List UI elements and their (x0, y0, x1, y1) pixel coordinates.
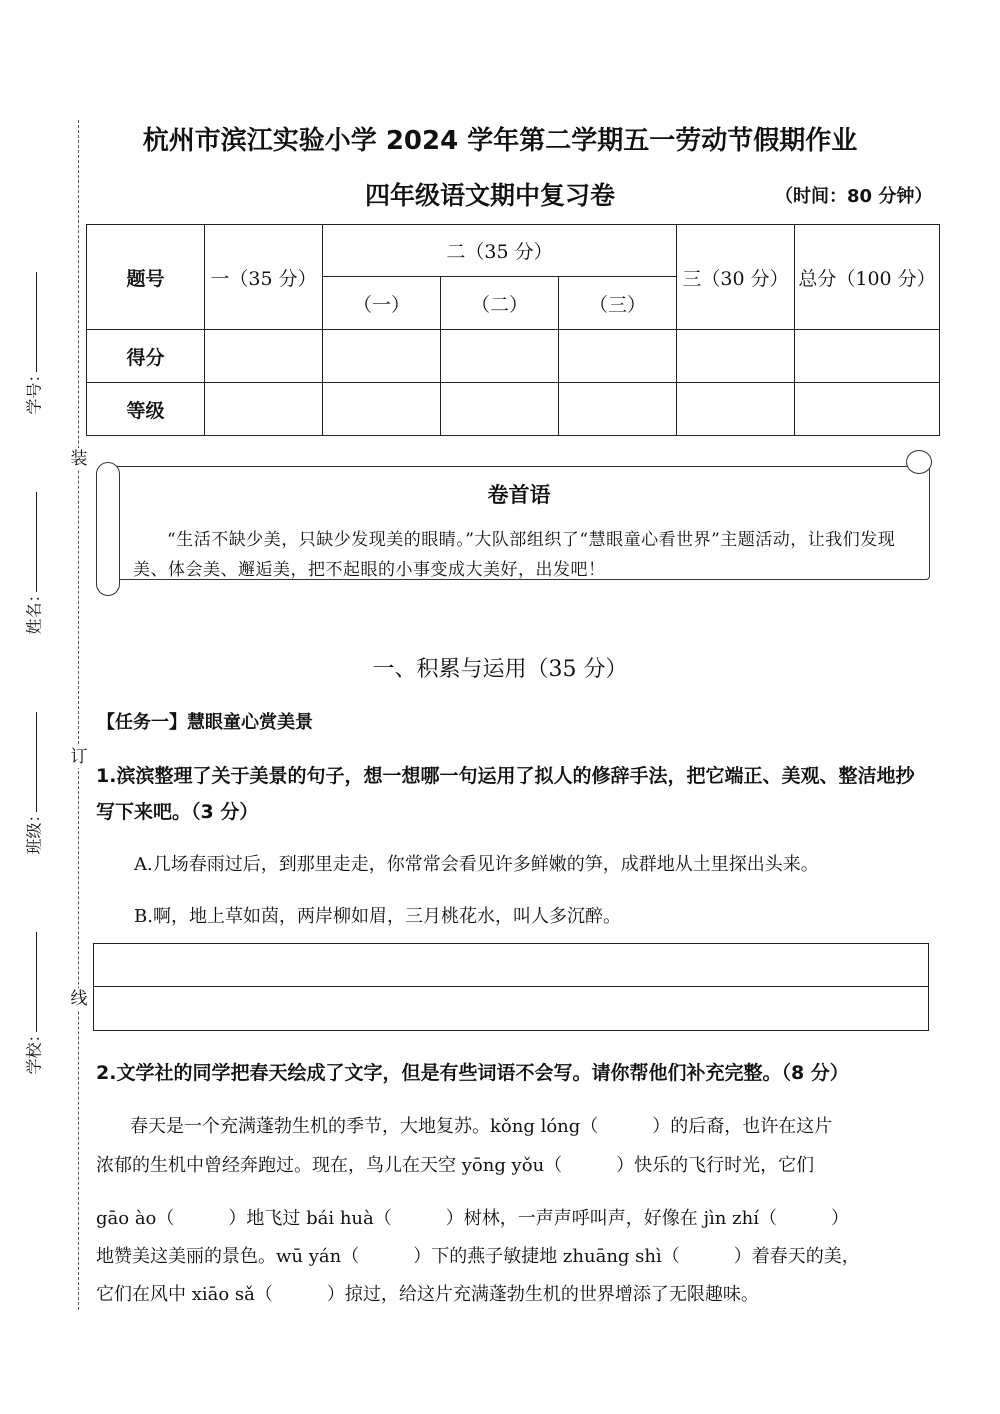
time-limit: （时间：80 分钟） (775, 186, 933, 207)
scroll-curl-left-icon (96, 462, 120, 596)
header-part-two: 二（35 分） (323, 225, 677, 277)
score-cell[interactable] (677, 330, 795, 383)
score-cell[interactable] (441, 330, 559, 383)
answer-box-divider (93, 986, 929, 987)
answer-writing-box[interactable] (93, 943, 929, 1031)
question-2: 2.文学社的同学把春天绘成了文字，但是有些词语不会写。请你帮他们补充完整。（8 分） (96, 1062, 849, 1084)
header-question-number: 题号 (87, 225, 205, 330)
binding-char-xian: 线 (68, 988, 90, 1010)
preface-title: 卷首语 (487, 483, 551, 507)
row-label-grade: 等级 (87, 383, 205, 436)
student-id-line[interactable] (36, 272, 37, 372)
name-label: 姓名： (24, 586, 44, 635)
header-part-one: 一（35 分） (205, 225, 323, 330)
school-label: 学校： (24, 1026, 44, 1075)
name-line[interactable] (36, 492, 37, 592)
paragraph-line: gāo ào（ ）地飞过 bái huà（ ）树林，一声声呼叫声，好像在 jìn zhí（ ） (96, 1208, 849, 1229)
score-cell[interactable] (205, 330, 323, 383)
page-subtitle: 四年级语文期中复习卷 (365, 181, 616, 210)
grade-cell[interactable] (677, 383, 795, 436)
option-b: B.啊，地上草如茵，两岸柳如眉，三月桃花水，叫人多沉醉。 (134, 906, 621, 927)
paragraph-line: 地赞美这美丽的景色。wū yán（ ）下的燕子敏捷地 zhuāng shì（ ）着春天的美， (96, 1246, 860, 1267)
score-row (87, 330, 940, 383)
header-part-two-sub-3: （三） (559, 277, 677, 330)
binding-char-zhuang: 装 (68, 448, 90, 470)
binding-char-ding: 订 (68, 746, 90, 768)
binding-dashed-line (78, 120, 79, 1310)
option-a: A.几场春雨过后，到那里走走，你常常会看见许多鲜嫩的笋，成群地从土里探出头来。 (134, 854, 819, 875)
score-cell[interactable] (323, 330, 441, 383)
header-part-three: 三（30 分） (677, 225, 795, 330)
grade-cell[interactable] (323, 383, 441, 436)
grade-cell[interactable] (559, 383, 677, 436)
grade-row (87, 383, 940, 436)
header-part-two-sub-1: （一） (323, 277, 441, 330)
preface-scroll (108, 466, 930, 580)
header-total: 总分（100 分） (795, 225, 940, 330)
section-one-title: 一、积累与运用（35 分） (372, 657, 628, 682)
class-label: 班级： (24, 806, 44, 855)
question-1: 1.滨滨整理了关于美景的句子，想一想哪一句运用了拟人的修辞手法，把它端正、美观、整洁地抄写下来吧。（3 分） (96, 765, 915, 823)
score-cell[interactable] (795, 330, 940, 383)
student-id-label: 学号： (24, 366, 44, 415)
grade-cell[interactable] (795, 383, 940, 436)
header-part-two-sub-2: （二） (441, 277, 559, 330)
paragraph-line: 浓郁的生机中曾经奔跑过。现在，鸟儿在天空 yōng yǒu（ ）快乐的飞行时光，它们 (96, 1155, 815, 1176)
grade-cell[interactable] (205, 383, 323, 436)
score-table (86, 224, 940, 436)
paragraph-line: 它们在风中 xiāo sǎ（ ）掠过，给这片充满蓬勃生机的世界增添了无限趣味。 (96, 1284, 759, 1305)
task-one-heading: 【任务一】慧眼童心赏美景 (97, 712, 313, 733)
page-title: 杭州市滨江实验小学 2024 学年第二学期五一劳动节假期作业 (142, 126, 858, 156)
school-line[interactable] (36, 932, 37, 1032)
class-line[interactable] (36, 712, 37, 812)
grade-cell[interactable] (441, 383, 559, 436)
score-cell[interactable] (559, 330, 677, 383)
scroll-curl-right-icon (906, 450, 932, 474)
preface-text: “生活不缺少美，只缺少发现美的眼睛。”大队部组织了“慧眼童心看世界”主题活动，让我们发现美、体会美、邂逅美，把不起眼的小事变成大美好，出发吧！ (133, 530, 896, 580)
row-label-score: 得分 (87, 330, 205, 383)
paragraph-line: 春天是一个充满蓬勃生机的季节，大地复苏。kǒng lóng（ ）的后裔，也许在这片 (130, 1116, 833, 1137)
